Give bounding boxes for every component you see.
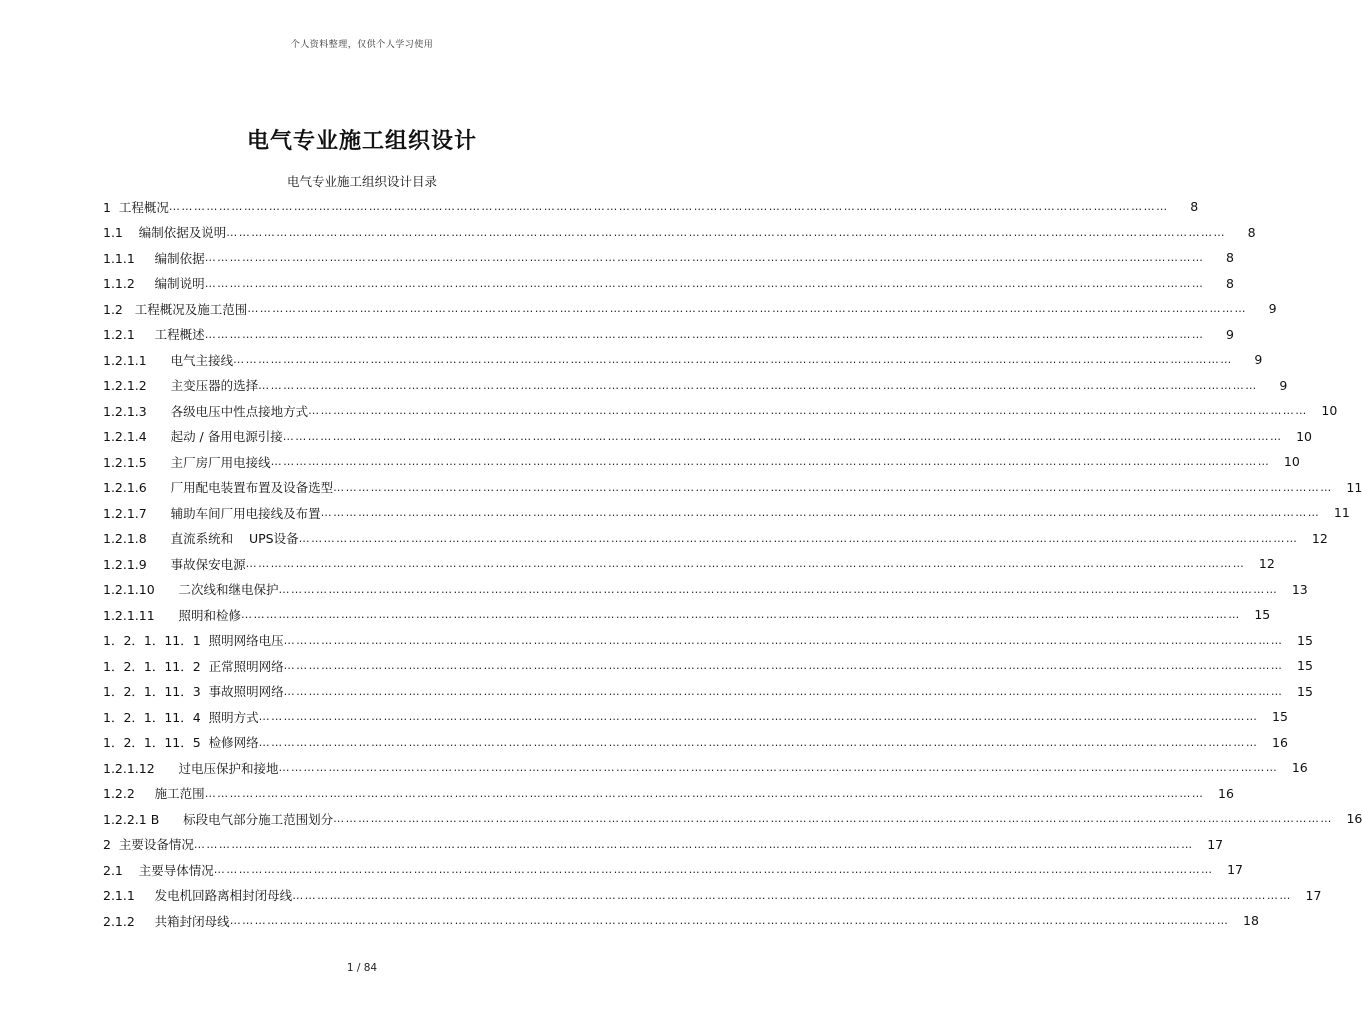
toc-entry-label: 1.1.1 编制依据 bbox=[103, 250, 205, 266]
toc-entry-label: 1.2.1.5 主厂房厂用电接线 bbox=[103, 454, 271, 470]
toc-entry[interactable] bbox=[103, 347, 1263, 373]
toc-entry-page: 18 bbox=[1243, 913, 1259, 929]
toc-dot-leader: … … … … … … … … … … … … … … … … … … … … … … … … … … … … … … … … … … … … … … … … … … … … … … … … … … … … … … … … … … … … … … … … … … … … … … … … … … … … … … … … bbox=[278, 761, 1276, 775]
toc-entry-page: 8 bbox=[1247, 224, 1256, 240]
toc-dot-leader: … … … … … … … … … … … … … … … … … … … … … … … … … … … … … … … … … … … … … … … … … … … … … … … … … … … … … … … … … … … … … … … … … … … … … … … … … … … … … … … … bbox=[333, 812, 1331, 826]
toc-entry-page: 16 bbox=[1218, 785, 1234, 801]
toc-entry-label: 1.2 工程概况及施工范围 bbox=[103, 301, 248, 317]
toc-entry[interactable] bbox=[103, 704, 1288, 730]
toc-dot-leader: … … … … … … … … … … … … … … … … … … … … … … … … … … … … … … … … … … … … … … … … … … … … … … … … … … … … … … … … … … … … … … … … … … … … … … … … … … … … … … … … bbox=[278, 582, 1276, 596]
toc-dot-leader: … … … … … … … … … … … … … … … … … … … … … … … … … … … … … … … … … … … … … … … … … … … … … … … … … … … … … … … … … … … … … … … … … … … … … … … … … … … … … … … … bbox=[204, 251, 1202, 265]
document-title: 电气专业施工组织设计 bbox=[246, 129, 477, 154]
toc-entry[interactable] bbox=[103, 653, 1313, 679]
toc-dot-leader: … … … … … … … … … … … … … … … … … … … … … … … … … … … … … … … … … … … … … … … … … … … … … … … … … … … … … … … … … … … … … … … … … … … … … … … … … … … … … … … … bbox=[283, 633, 1281, 647]
toc-entry-label: 1.2.1.7 辅助车间厂用电接线及布置 bbox=[103, 505, 321, 521]
toc-entry-page: 9 bbox=[1225, 326, 1234, 342]
toc-entry-page: 15 bbox=[1297, 683, 1313, 699]
toc-entry-label: 1.2.1.6 厂用配电装置布置及设备选型 bbox=[103, 480, 334, 496]
toc-entry-page: 12 bbox=[1258, 556, 1275, 572]
toc-entry[interactable] bbox=[103, 500, 1350, 526]
toc-dot-leader: … … … … … … … … … … … … … … … … … … … … … … … … … … … … … … … … … … … … … … … … … … … … … … … … … … … … … … … … … … … … … … … … … … … … … … … … … … … … … … … … bbox=[308, 404, 1306, 418]
toc-entry[interactable] bbox=[103, 271, 1234, 297]
toc-entry-label: 1.2.1.11 照明和检修 bbox=[103, 607, 242, 623]
toc-dot-leader: … … … … … … … … … … … … … … … … … … … … … … … … … … … … … … … … … … … … … … … … … … … … … … … … … … … … … … … … … … … … … … … … … … … … … … … … … … … … … … … … bbox=[204, 786, 1202, 800]
toc-entry-label: 1．2．1．11．3 事故照明网络 bbox=[103, 684, 284, 700]
toc-entry[interactable] bbox=[103, 730, 1288, 756]
toc-entry-page: 9 bbox=[1254, 352, 1263, 368]
toc-entry-label: 2 主要设备情况 bbox=[103, 837, 194, 853]
toc-dot-leader: … … … … … … … … … … … … … … … … … … … … … … … … … … … … … … … … … … … … … … … … … … … … … … … … … … … … … … … … … … … … … … … … … … … … … … … … … … … … … … … … bbox=[258, 710, 1256, 724]
toc-dot-leader: … … … … … … … … … … … … … … … … … … … … … … … … … … … … … … … … … … … … … … … … … … … … … … … … … … … … … … … … … … … … … … … … … … … … … … … … … … … … … … … … bbox=[292, 888, 1290, 902]
toc-entry-label: 1.2.1.4 起动 / 备用电源引接 bbox=[103, 429, 283, 445]
toc-entry-page: 8 bbox=[1190, 199, 1199, 215]
toc-entry[interactable] bbox=[103, 424, 1312, 450]
toc-entry[interactable] bbox=[103, 322, 1234, 348]
toc-entry-label: 1.2.2.1 B 标段电气部分施工范围划分 bbox=[103, 811, 334, 827]
toc-entry-page: 16 bbox=[1291, 760, 1308, 776]
toc-entry[interactable] bbox=[103, 449, 1300, 475]
toc-entry-page: 17 bbox=[1305, 887, 1322, 903]
toc-entry-page: 15 bbox=[1297, 632, 1313, 648]
toc-entry-label: 2.1.2 共箱封闭母线 bbox=[103, 913, 230, 929]
toc-entry-label: 1.2.1.3 各级电压中性点接地方式 bbox=[103, 403, 309, 419]
toc-entry-page: 17 bbox=[1227, 862, 1244, 878]
toc-entry-page: 9 bbox=[1279, 377, 1288, 393]
toc-title: 电气专业施工组织设计目录 bbox=[286, 174, 437, 189]
toc-entry-label: 1．2．1．11．4 照明方式 bbox=[103, 709, 259, 725]
toc-dot-leader: … … … … … … … … … … … … … … … … … … … … … … … … … … … … … … … … … … … … … … … … … … … … … … … … … … … … … … … … … … … … … … … … … … … … … … … … … … … … … … … … bbox=[204, 276, 1202, 290]
toc-entry-label: 1.1.2 编制说明 bbox=[103, 276, 205, 292]
toc-dot-leader: … … … … … … … … … … … … … … … … … … … … … … … … … … … … … … … … … … … … … … … … … … … … … … … … … … … … … … … … … … … … … … … … … … … … … … … … … … … … … … … … bbox=[282, 429, 1280, 443]
toc-entry-label: 1．2．1．11．1 照明网络电压 bbox=[103, 633, 284, 649]
toc-dot-leader: … … … … … … … … … … … … … … … … … … … … … … … … … … … … … … … … … … … … … … … … … … … … … … … … … … … … … … … … … … … … … … … … … … … … … … … … … … … … … … … … bbox=[204, 327, 1202, 341]
toc-entry-page: 10 bbox=[1321, 403, 1338, 419]
toc-dot-leader: … … … … … … … … … … … … … … … … … … … … … … … … … … … … … … … … … … … … … … … … … … … … … … … … … … … … … … … … … … … … … … … … … … … … … … … … … … … … … … … … bbox=[213, 863, 1212, 877]
toc-entry-page: 17 bbox=[1207, 836, 1224, 852]
toc-dot-leader: … … … … … … … … … … … … … … … … … … … … … … … … … … … … … … … … … … … … … … … … … … … … … … … … … … … … … … … … … … … … … … … … … … … … … … … … … … … … … … … … bbox=[193, 837, 1192, 851]
toc-entry[interactable] bbox=[103, 679, 1313, 705]
toc-entry[interactable] bbox=[103, 908, 1259, 934]
toc-dot-leader: … … … … … … … … … … … … … … … … … … … … … … … … … … … … … … … … … … … … … … … … … … … … … … … … … … … … … … … … … … … … … … … … … … … … … … … … … … … … … … … … bbox=[283, 684, 1281, 698]
toc-entry-page: 16 bbox=[1272, 734, 1288, 750]
toc-entry-page: 12 bbox=[1311, 530, 1328, 546]
toc-entry[interactable] bbox=[103, 755, 1308, 781]
toc-entry-label: 1.2.1.12 过电压保护和接地 bbox=[103, 760, 279, 776]
toc-entry[interactable] bbox=[103, 526, 1328, 552]
toc-dot-leader: … … … … … … … … … … … … … … … … … … … … … … … … … … … … … … … … … … … … … … … … … … … … … … … … … … … … … … … … … … … … … … … … … … … … … … … … … … … … … … … … bbox=[320, 506, 1318, 520]
toc-entry[interactable] bbox=[103, 577, 1308, 603]
table-of-contents bbox=[103, 194, 1362, 934]
toc-entry-label: 1．2．1．11．2 正常照明网络 bbox=[103, 658, 284, 674]
toc-entry-label: 1.1 编制依据及说明 bbox=[103, 225, 227, 241]
toc-entry[interactable] bbox=[103, 245, 1234, 271]
toc-entry[interactable] bbox=[103, 220, 1256, 246]
toc-entry-label: 1.2.1.9 事故保安电源 bbox=[103, 556, 246, 572]
page-header-note: 个人资料整理，仅供个人学习使用 bbox=[290, 40, 434, 50]
toc-dot-leader: … … … … … … … … … … … … … … … … … … … … … … … … … … … … … … … … … … … … … … … … … … … … … … … … … … … … … … … … … … … … … … … … … … … … … … … … … … … … … … … … bbox=[270, 455, 1268, 469]
toc-entry-page: 8 bbox=[1225, 275, 1234, 291]
toc-dot-leader: … … … … … … … … … … … … … … … … … … … … … … … … … … … … … … … … … … … … … … … … … … … … … … … … … … … … … … … … … … … … … … … … … … … … … … … … … … … … … … … … bbox=[258, 378, 1256, 392]
toc-dot-leader: … … … … … … … … … … … … … … … … … … … … … … … … … … … … … … … … … … … … … … … … … … … … … … … … … … … … … … … … … … … … … … … … … … … … … … … … … … … … … … … … bbox=[226, 225, 1224, 239]
toc-dot-leader: … … … … … … … … … … … … … … … … … … … … … … … … … … … … … … … … … … … … … … … … … … … … … … … … … … … … … … … … … … … … … … … … … … … … … … … … … … … … … … … … bbox=[168, 200, 1167, 214]
page-number-footer: 1 / 84 bbox=[346, 962, 378, 974]
toc-entry-page: 15 bbox=[1254, 607, 1271, 623]
toc-entry[interactable] bbox=[103, 832, 1224, 858]
toc-entry-page: 11 bbox=[1333, 505, 1350, 521]
toc-entry-page: 16 bbox=[1346, 811, 1362, 827]
toc-entry-page: 9 bbox=[1268, 301, 1277, 317]
toc-entry-page: 11 bbox=[1346, 479, 1362, 495]
toc-entry[interactable] bbox=[103, 194, 1199, 220]
toc-entry[interactable] bbox=[103, 475, 1362, 501]
toc-entry-label: 1.2.1.8 直流系统和 UPS设备 bbox=[103, 531, 299, 547]
toc-entry-label: 2.1 主要导体情况 bbox=[103, 862, 214, 878]
toc-entry-label: 1.2.1.10 二次线和继电保护 bbox=[103, 582, 279, 598]
toc-dot-leader: … … … … … … … … … … … … … … … … … … … … … … … … … … … … … … … … … … … … … … … … … … … … … … … … … … … … … … … … … … … … … … … … … … … … … … … … … … … … … … … … bbox=[298, 531, 1296, 545]
toc-dot-leader: … … … … … … … … … … … … … … … … … … … … … … … … … … … … … … … … … … … … … … … … … … … … … … … … … … … … … … … … … … … … … … … … … … … … … … … … … … … … … … … … bbox=[247, 302, 1245, 316]
toc-entry[interactable] bbox=[103, 373, 1288, 399]
toc-entry[interactable] bbox=[103, 296, 1277, 322]
toc-entry-page: 15 bbox=[1272, 709, 1288, 725]
toc-entry-label: 2.1.1 发电机回路离相封闭母线 bbox=[103, 888, 293, 904]
toc-entry-page: 15 bbox=[1297, 658, 1313, 674]
toc-dot-leader: … … … … … … … … … … … … … … … … … … … … … … … … … … … … … … … … … … … … … … … … … … … … … … … … … … … … … … … … … … … … … … … … … … … … … … … … … … … … … … … … bbox=[233, 353, 1231, 367]
toc-entry-label: 1.2.1.1 电气主接线 bbox=[103, 352, 234, 368]
toc-entry[interactable] bbox=[103, 398, 1338, 424]
toc-entry-label: 1.2.1.2 主变压器的选择 bbox=[103, 378, 259, 394]
toc-dot-leader: … … … … … … … … … … … … … … … … … … … … … … … … … … … … … … … … … … … … … … … … … … … … … … … … … … … … … … … … … … … … … … … … … … … … … … … … … … … … … … … … bbox=[229, 914, 1227, 928]
toc-entry[interactable] bbox=[103, 551, 1275, 577]
toc-entry-label: 1.2.2 施工范围 bbox=[103, 786, 205, 802]
toc-entry[interactable] bbox=[103, 602, 1271, 628]
toc-dot-leader: … … … … … … … … … … … … … … … … … … … … … … … … … … … … … … … … … … … … … … … … … … … … … … … … … … … … … … … … … … … … … … … … … … … … … … … … … … … … … … … … bbox=[283, 659, 1281, 673]
toc-entry-page: 10 bbox=[1283, 454, 1300, 470]
toc-entry[interactable] bbox=[103, 883, 1322, 909]
toc-entry[interactable] bbox=[103, 628, 1313, 654]
toc-entry-page: 8 bbox=[1225, 250, 1234, 266]
toc-dot-leader: … … … … … … … … … … … … … … … … … … … … … … … … … … … … … … … … … … … … … … … … … … … … … … … … … … … … … … … … … … … … … … … … … … … … … … … … … … … … … … … … bbox=[245, 557, 1243, 571]
toc-dot-leader: … … … … … … … … … … … … … … … … … … … … … … … … … … … … … … … … … … … … … … … … … … … … … … … … … … … … … … … … … … … … … … … … … … … … … … … … … … … … … … … … bbox=[241, 608, 1239, 622]
toc-entry[interactable] bbox=[103, 806, 1362, 832]
toc-entry-page: 10 bbox=[1296, 428, 1312, 444]
toc-entry[interactable] bbox=[103, 781, 1234, 807]
toc-entry-page: 13 bbox=[1291, 581, 1308, 597]
toc-entry-label: 1.2.1 工程概述 bbox=[103, 327, 205, 343]
toc-entry-label: 1．2．1．11．5 检修网络 bbox=[103, 735, 259, 751]
toc-entry[interactable] bbox=[103, 857, 1244, 883]
toc-dot-leader: … … … … … … … … … … … … … … … … … … … … … … … … … … … … … … … … … … … … … … … … … … … … … … … … … … … … … … … … … … … … … … … … … … … … … … … … … … … … … … … … bbox=[258, 735, 1256, 749]
toc-entry-label: 1 工程概况 bbox=[103, 199, 169, 215]
toc-dot-leader: … … … … … … … … … … … … … … … … … … … … … … … … … … … … … … … … … … … … … … … … … … … … … … … … … … … … … … … … … … … … … … … … … … … … … … … … … … … … … … … … bbox=[333, 480, 1331, 494]
